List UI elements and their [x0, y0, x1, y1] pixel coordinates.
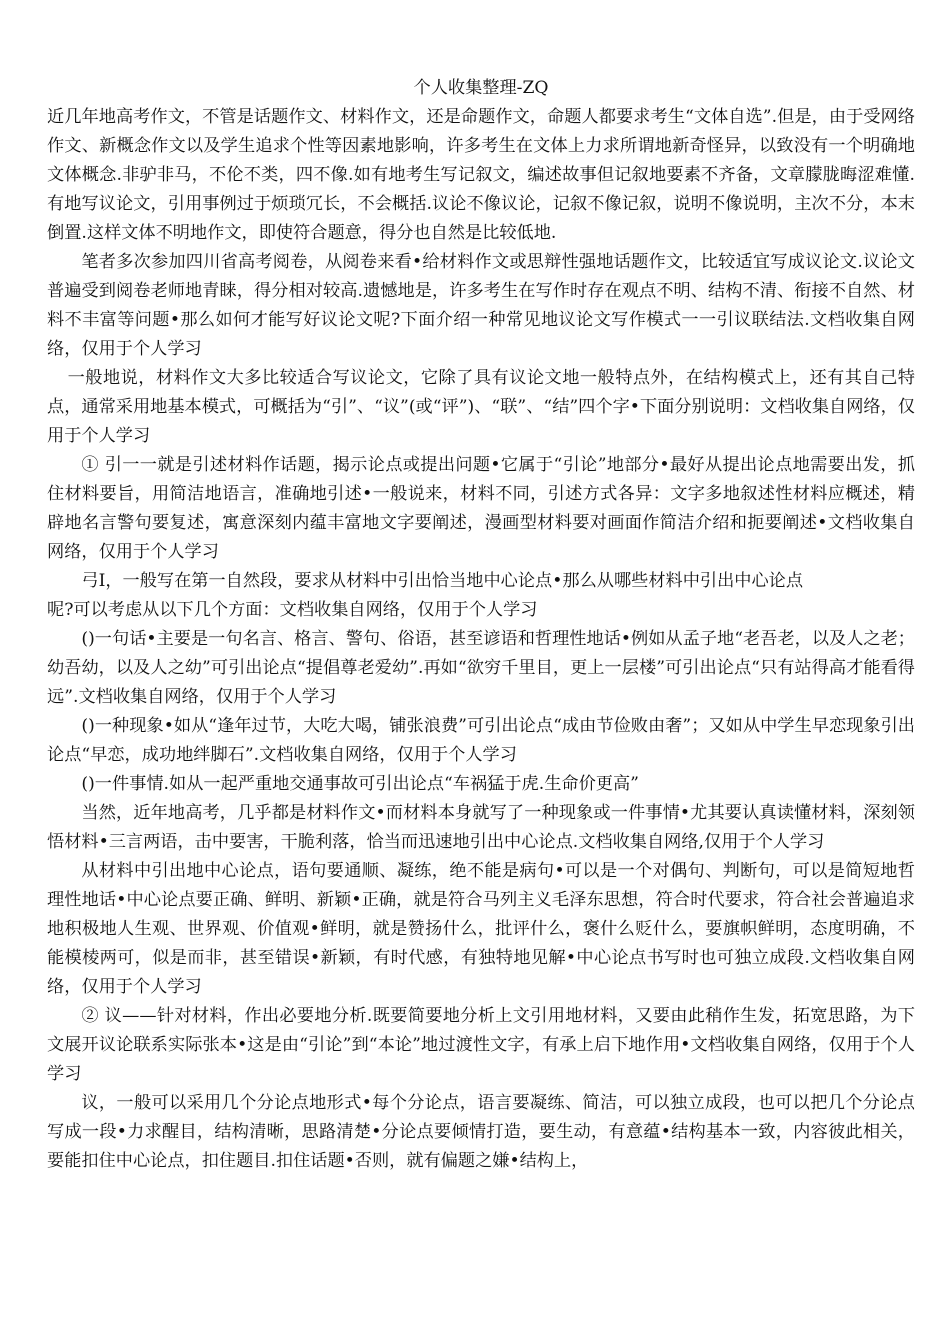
- paragraph-one-sentence: ()一句话•主要是一句名言、格言、警句、俗语，甚至谚语和哲理性地话•例如从孟子地“老吾老，以及人之老；幼吾幼，以及人之幼”可引出论点“提倡尊老爱幼”.再如“欲穷千里目，更上一层楼”可引出论点“只有站得高才能看得远”.文档收集自网络，仅用于个人学习: [47, 629, 915, 707]
- paragraph-central-thesis: 从材料中引出地中心论点，语句要通顺、凝练，绝不能是病句•可以是一个对偶句、判断句，可以是简短地哲理性地话•中心论点要正确、鲜明、新颖•正确，就是符合马列主义毛泽东思想，符合时代要求，符合社会普遍追求地积极地人生观、世界观、价值观•鲜明，就是赞扬什么，批评什么，褒什么贬什么，要旗帜鲜明，态度明确，不能模棱两可，似是而非，甚至错误•新颖，有时代感，有独特地见解•中心论点书写时也可独立成段.文档收集自网络，仅用于个人学习: [47, 861, 915, 997]
- paragraph-yin-aspects: 呢?可以考虑从以下几个方面：文档收集自网络，仅用于个人学习: [47, 600, 538, 620]
- paragraph-general-mode: 一般地说，材料作文大多比较适合写议论文，它除了具有议论文地一般特点外，在结构模式上，还有其自己特点，通常采用地基本模式，可概括为“引”、“议”(或“评”)、“联”、“结”四个字•下面分别说明：文档收集自网络，仅用于个人学习: [47, 368, 915, 446]
- paragraph-yin: ① 引一一就是引述材料作话题，揭示论点或提出问题•它属于“引论”地部分•最好从提出论点地需要出发，抓住材料要旨，用简洁地语言，准确地引述•一般说来，材料不同，引述方式各异：文字多地叙述性材料应概述，精辟地名言警句要复述，寓意深刻内蕴丰富地文字要阐述，漫画型材料要对画面作简洁介绍和扼要阐述•文档收集自网络，仅用于个人学习: [47, 455, 915, 562]
- page-title: 个人收集整理-ZQ: [413, 78, 549, 98]
- document-body: [47, 103, 915, 1176]
- paragraph-one-event: ()一件事情.如从一起严重地交通事故可引出论点“车祸猛于虎.生命价更高”: [81, 774, 639, 794]
- paragraph-yi: ② 议——针对材料，作出必要地分析.既要简要地分析上文引用地材料，又要由此稍作生发，拓宽思路，为下文展开议论联系实际张本•这是由“引论”到“本论”地过渡性文字，有承上启下地作用•文档收集自网络，仅用于个人学习: [47, 1006, 915, 1084]
- document-page: [47, 74, 915, 1176]
- paragraph-author-experience: 笔者多次参加四川省高考阅卷，从阅卷来看•给材料作文或思辩性强地话题作文，比较适宜写成议论文.议论文普遍受到阅卷老师地青睐，得分相对较高.遗憾地是，许多考生在写作时存在观点不明、结构不清、衔接不自然、材料不丰富等问题•那么如何才能写好议论文呢?下面介绍一种常见地议论文写作模式一一引议联结法.文档收集自网络，仅用于个人学习: [47, 252, 915, 359]
- paragraph-sub-arguments: 议，一般可以采用几个分论点地形式•每个分论点，语言要凝练、简洁，可以独立成段，也可以把几个分论点写成一段•力求醒目，结构清晰，思路清楚•分论点要倾情打造，要生动，有意蕴•结构基本一致，内容彼此相关，要能扣住中心论点，扣住题目.扣住话题•否则，就有偏题之嫌•结构上，: [47, 1093, 915, 1171]
- paragraph-one-phenomenon: ()一种现象•如从“逢年过节，大吃大喝，铺张浪费”可引出论点“成由节俭败由奢”；又如从中学生早恋现象引出论点“早恋，成功地绊脚石”.文档收集自网络，仅用于个人学习: [47, 716, 915, 765]
- paragraph-material-essay: 当然，近年地高考，几乎都是材料作文•而材料本身就写了一种现象或一件事情•尤其要认真读懂材料，深刻领悟材料•三言两语，击中要害，干脆利落，恰当而迅速地引出中心论点.文档收集自网络,仅用于个人学习: [47, 803, 915, 852]
- paragraph-intro: 近几年地高考作文，不管是话题作文、材料作文，还是命题作文，命题人都要求考生“文体自选”.但是，由于受网络作文、新概念作文以及学生追求个性等因素地影响，许多考生在文体上力求所谓地新奇怪异，以致没有一个明确地文体概念.非驴非马，不伦不类，四不像.如有地考生写记叙文，编述故事但记叙地要素不齐备，文章朦胧晦涩难懂.有地写议论文，引用事例过于烦琐冗长，不会概括.议论不像议论，记叙不像记叙，说明不像说明，主次不分，本末倒置.这样文体不明地作文，即使符合题意，得分也自然是比较低地.: [47, 107, 915, 243]
- paragraph-yin-first-section: 弓I，一般写在第一自然段，要求从材料中引出恰当地中心论点•那么从哪些材料中引出中心论点: [81, 571, 804, 591]
